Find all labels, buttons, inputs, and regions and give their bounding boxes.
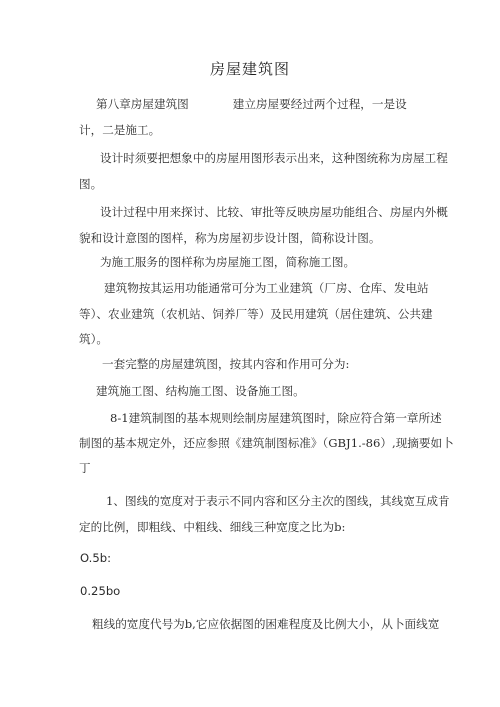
paragraph-8-line-1: 8-1建筑制图的基本规则绘制房屋建筑图时，除应符合第一章所述 xyxy=(110,411,442,425)
paragraph-8-line-3: 丁 xyxy=(79,461,91,475)
paragraph-4-line-1: 为施工服务的图样称为房屋施工图，简称施工图。 xyxy=(100,255,356,269)
document-title: 房屋建筑图 xyxy=(209,60,290,78)
paragraph-7-line-1: 建筑施工图、结构施工图、设备施工图。 xyxy=(96,384,305,398)
paragraph-8-line-2: 制图的基本规定外，还应参照《建筑制图标准》（GBJ1.-86）,现摘要如卜 xyxy=(79,436,454,450)
paragraph-2-line-1: 设计时须要把想象中的房屋用图形表示出来，这种图统称为房屋工程 xyxy=(100,151,448,165)
paragraph-9-line-1: 1、图线的宽度对于表示不同内容和区分主次的图线，其线宽互成肯 xyxy=(106,494,450,508)
paragraph-1-line-2: 计，二是施工。 xyxy=(79,123,161,137)
paragraph-6-line-1: 一套完整的房屋建筑图，按其内容和作用可分为: xyxy=(102,357,350,371)
paragraph-5-line-3: 筑）。 xyxy=(79,332,108,346)
paragraph-12-line-1: 粗线的宽度代号为b,它应依据图的困难程度及比例大小，从卜面线宽 xyxy=(92,617,440,631)
paragraph-5-line-2: 等）、农业建筑（农机站、饲养厂等）及民用建筑（居住建筑、公共建 xyxy=(79,307,433,321)
chapter-heading: 第八章房屋建筑图 xyxy=(96,97,189,111)
paragraph-5-line-1: 建筑物按其运用功能通常可分为工业建筑（厂房、仓库、发电站 xyxy=(104,281,429,295)
ratio-value-medium: O.5b: xyxy=(80,551,111,565)
paragraph-3-line-2: 貌和设计意图的图样，称为房屋初步设计图，简称设计图。 xyxy=(79,231,381,245)
paragraph-3-line-1: 设计过程中用来探讨、比较、审批等反映房屋功能组合、房屋内外概 xyxy=(100,205,448,219)
paragraph-2-line-2: 图。 xyxy=(79,177,103,191)
ratio-value-fine: 0.25bo xyxy=(80,584,121,598)
paragraph-9-line-2: 定的比例，即粗线、中粗线、细线三种宽度之比为b: xyxy=(79,520,346,534)
paragraph-1-text: 建立房屋要经过两个过程，一是设 xyxy=(232,97,407,111)
paragraph-1-line-1 xyxy=(96,97,407,111)
